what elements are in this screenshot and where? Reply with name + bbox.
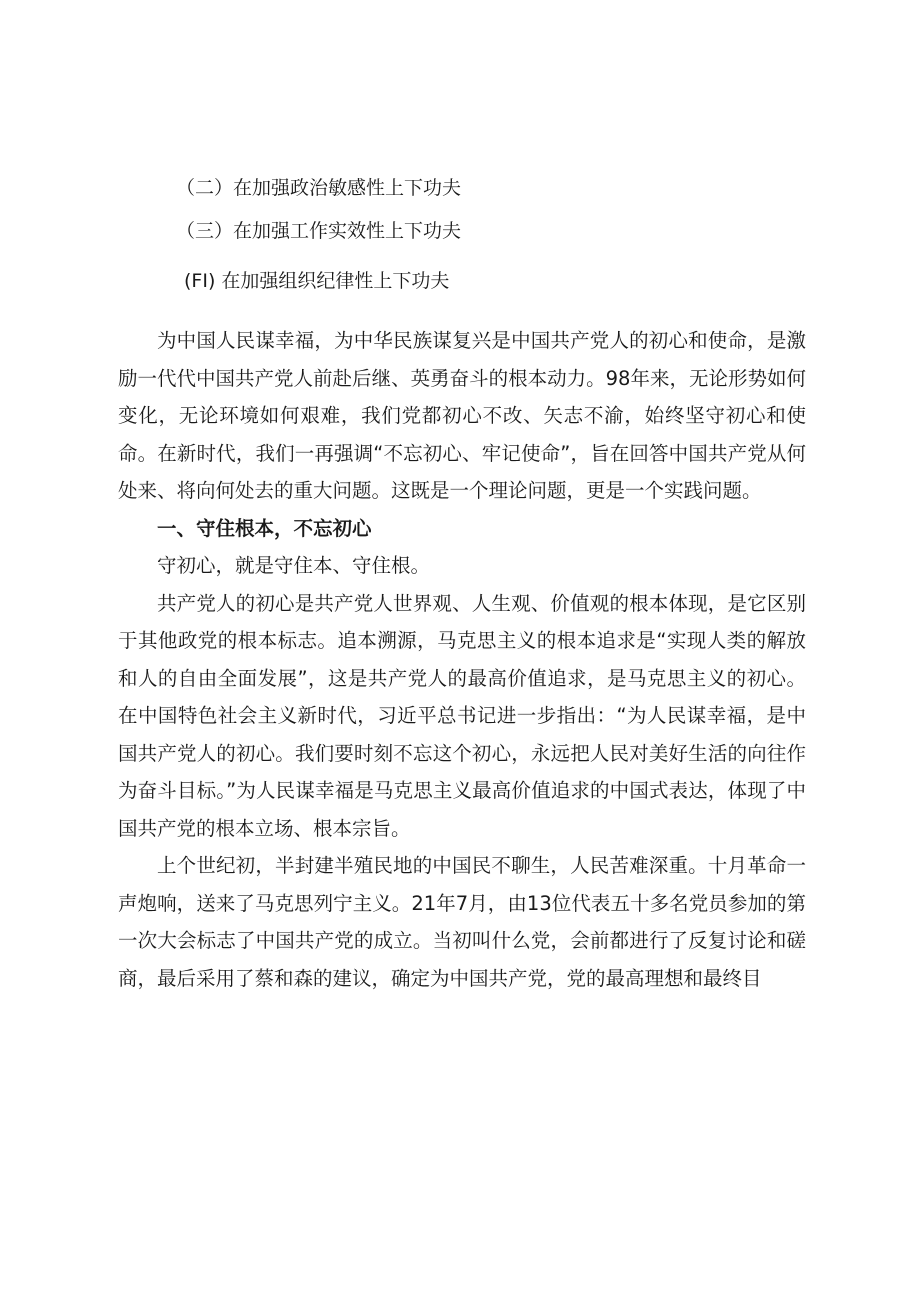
- intro-paragraph: 为中国人民谋幸福，为中华民族谋复兴是中国共产党人的初心和使命，是激励一代代中国共产党人前赴后继、英勇奋斗的根本动力。98年来，无论形势如何变化，无论环境如何艰难，我们党都初心不改、矢志不渝，始终坚守初心和使命。在新时代，我们一再强调“不忘初心、牢记使命”，旨在回答中国共产党从何处来、将向何处去的重大问题。这既是一个理论问题，更是一个实践问题。: [118, 329, 806, 502]
- outline-item-4: (FI) 在加强组织纪律性上下功夫: [184, 270, 450, 292]
- body-paragraph: 上个世纪初，半封建半殖民地的中国民不聊生，人民苦难深重。十月革命一声炮响，送来了马克思列宁主义。21年7月，由13位代表五十多名党员参加的第一次大会标志了中国共产党的成立。当初叫什么党，会前都进行了反复讨论和磋商，最后采用了蔡和森的建议，确定为中国共产党，党的最高理想和最终目: [118, 854, 806, 990]
- body-paragraph: 共产党人的初心是共产党人世界观、人生观、价值观的根本体现，是它区别于其他政党的根本标志。追本溯源，马克思主义的根本追求是“实现人类的解放和人的自由全面发展”，这是共产党人的最高价值追求，是马克思主义的初心。在中国特色社会主义新时代，习近平总书记进一步指出：“为人民谋幸福，是中国共产党人的初心。我们要时刻不忘这个初心，永远把人民对美好生活的向往作为奋斗目标。”为人民谋幸福是马克思主义最高价值追求的中国式表达，体现了中国共产党的根本立场、根本宗旨。: [118, 591, 806, 840]
- document-body: [118, 322, 806, 997]
- body-paragraph: 守初心，就是守住本、守住根。: [157, 554, 431, 577]
- outline-item-3: （三）在加强工作实效性上下功夫: [176, 220, 462, 242]
- section-heading: 一、守住根本，不忘初心: [157, 516, 372, 540]
- outline-item-2: （二）在加强政治敏感性上下功夫: [176, 177, 462, 199]
